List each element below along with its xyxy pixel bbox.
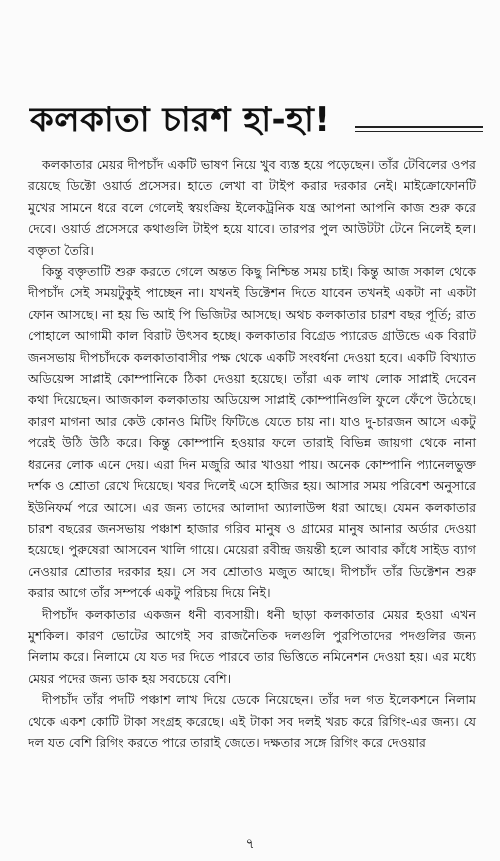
paragraph-1: কলকাতার মেয়র দীপচাঁদ একটি ভাষণ নিয়ে খুব ব্যস্ত হয়ে পড়েছেন। তাঁর টেবিলের ওপর রয়েছে ডিক্টো ওয়ার্ড প্রসেসর। হাতে লেখা বা টাইপ করার দরকার নেই। মাইক্রোফোনটি মুখের সামনে ধরে বলে গেলেই স্বয়ংক্রিয় ইলেকট্রনিক যন্ত্র আপনা আপনি কাজ শুরু করে দেবে। ওয়ার্ড প্রসেসরে কথাগুলি টাইপ হয়ে যাবে। তারপর পুল আউটটা টেনে নিলেই হল। বক্তৃতা তৈরি।	[28, 157, 476, 258]
title-rule	[355, 126, 483, 128]
chapter-header	[30, 92, 485, 152]
paragraph-2: কিন্তু বক্তৃতাটি শুরু করতে গেলে অন্তত কিছু নিশ্চিন্ত সময় চাই। কিন্তু আজ সকাল থেকে দীপচাঁদ সেই সময়টুকুই পাচ্ছেন না। যখনই ডিক্টেশন দিতে যাবেন তখনই একটা না একটা ফোন আসছে। না হয় ভি আই পি ভিজিটর আসছে। অথচ কলকাতার চারশ বছর পূর্তি; রাত পোহালে আগামী কাল বিরাট উৎসব হচ্ছে। কলকাতার বিগ্রেড প্যারেড গ্রাউন্ডে এক বিরাট জনসভায় দীপচাঁদকে কলকাতাবাসীর পক্ষ থেকে একটি সংবর্ধনা দেওয়া হবে। একটি বিখ্যাত অডিয়েন্স সাপ্লাই কোম্পানিকে ঠিকা দেওয়া হয়েছে। তাঁরা এক লাখ লোক সাপ্লাই দেবেন কথা দিয়েছেন। আজকাল কলকাতায় অডিয়েন্স সাপ্লাই কোম্পানিগুলি ফুলে ফেঁপে উঠেছে। কারণ মাগনা আর কেউ কোনও মিটিং ফিটিঙে যেতে চায় না। যাও দু-চারজন আসে একটু পরেই উঠি উঠি করে। কিন্তু কোম্পানি হওয়ার ফলে তারাই বিভিন্ন জায়গা থেকে নানা ধরনের লোক এনে দেয়। এরা দিন মজুরি আর খাওয়া পায়। অনেক কোম্পানি প্যানেলভুক্ত দর্শক ও শ্রোতা রেখে দিয়েছে। খবর দিলেই এসে হাজির হয়। আসার সময় পরিবেশ অনুসারে ইউনিফর্ম পরে আসে। এর জন্য তাদের আলাদা অ্যালাউন্স ধরা আছে। যেমন কলকাতার চারশ বছরের জনসভায় পঞ্চাশ হাজার গরিব মানুষ ও গ্রামের মানুষ আনার অর্ডার দেওয়া হয়েছে। পুরুষেরা আসবেন খালি গায়ে। মেয়েরা রবীন্দ্র জয়ন্তী হলে আবার কাঁধে সাইড ব্যাগ নেওয়ার শ্রোতার দরকার হয়। সে সব শ্রোতাও মজুত আছে। দীপচাঁদ তাঁর ডিক্টেশন শুরু করার আগে তাঁর সম্পর্কে একটু পরিচয় দিয়ে নিই।	[28, 264, 476, 601]
body-text	[28, 154, 476, 753]
chapter-title: কলকাতা চারশ হা-হা!	[30, 100, 331, 140]
page-number: ৭	[245, 836, 255, 852]
paragraph-4: দীপচাঁদ তাঁর পদটি পঞ্চাশ লাখ দিয়ে ডেকে নিয়েছেন। তাঁর দল গত ইলেকশনে নিলাম থেকে একশ কোটি টাকা সংগ্রহ করেছে। এই টাকা সব দলই খরচ করে রিগিং-এর জন্য। যে দল যত বেশি রিগিং করতে পারে তারাই জেতে। দক্ষতার সঙ্গে রিগিং করে দেওয়ার	[28, 692, 476, 750]
paragraph-3: দীপচাঁদ কলকাতার একজন ধনী ব্যবসায়ী। ধনী ছাড়া কলকাতার মেয়র হওয়া এখন মুশকিল। কারণ ভোটের আগেই সব রাজনৈতিক দলগুলি পুরপিতাদের পদগুলির জন্য নিলাম করে। নিলামে যে যত দর দিতে পারবে তার ভিত্তিতে নমিনেশন দেওয়া হয়। এর মধ্যে মেয়র পদের জন্য ডাক হয় সবচেয়ে বেশি।	[28, 606, 476, 686]
